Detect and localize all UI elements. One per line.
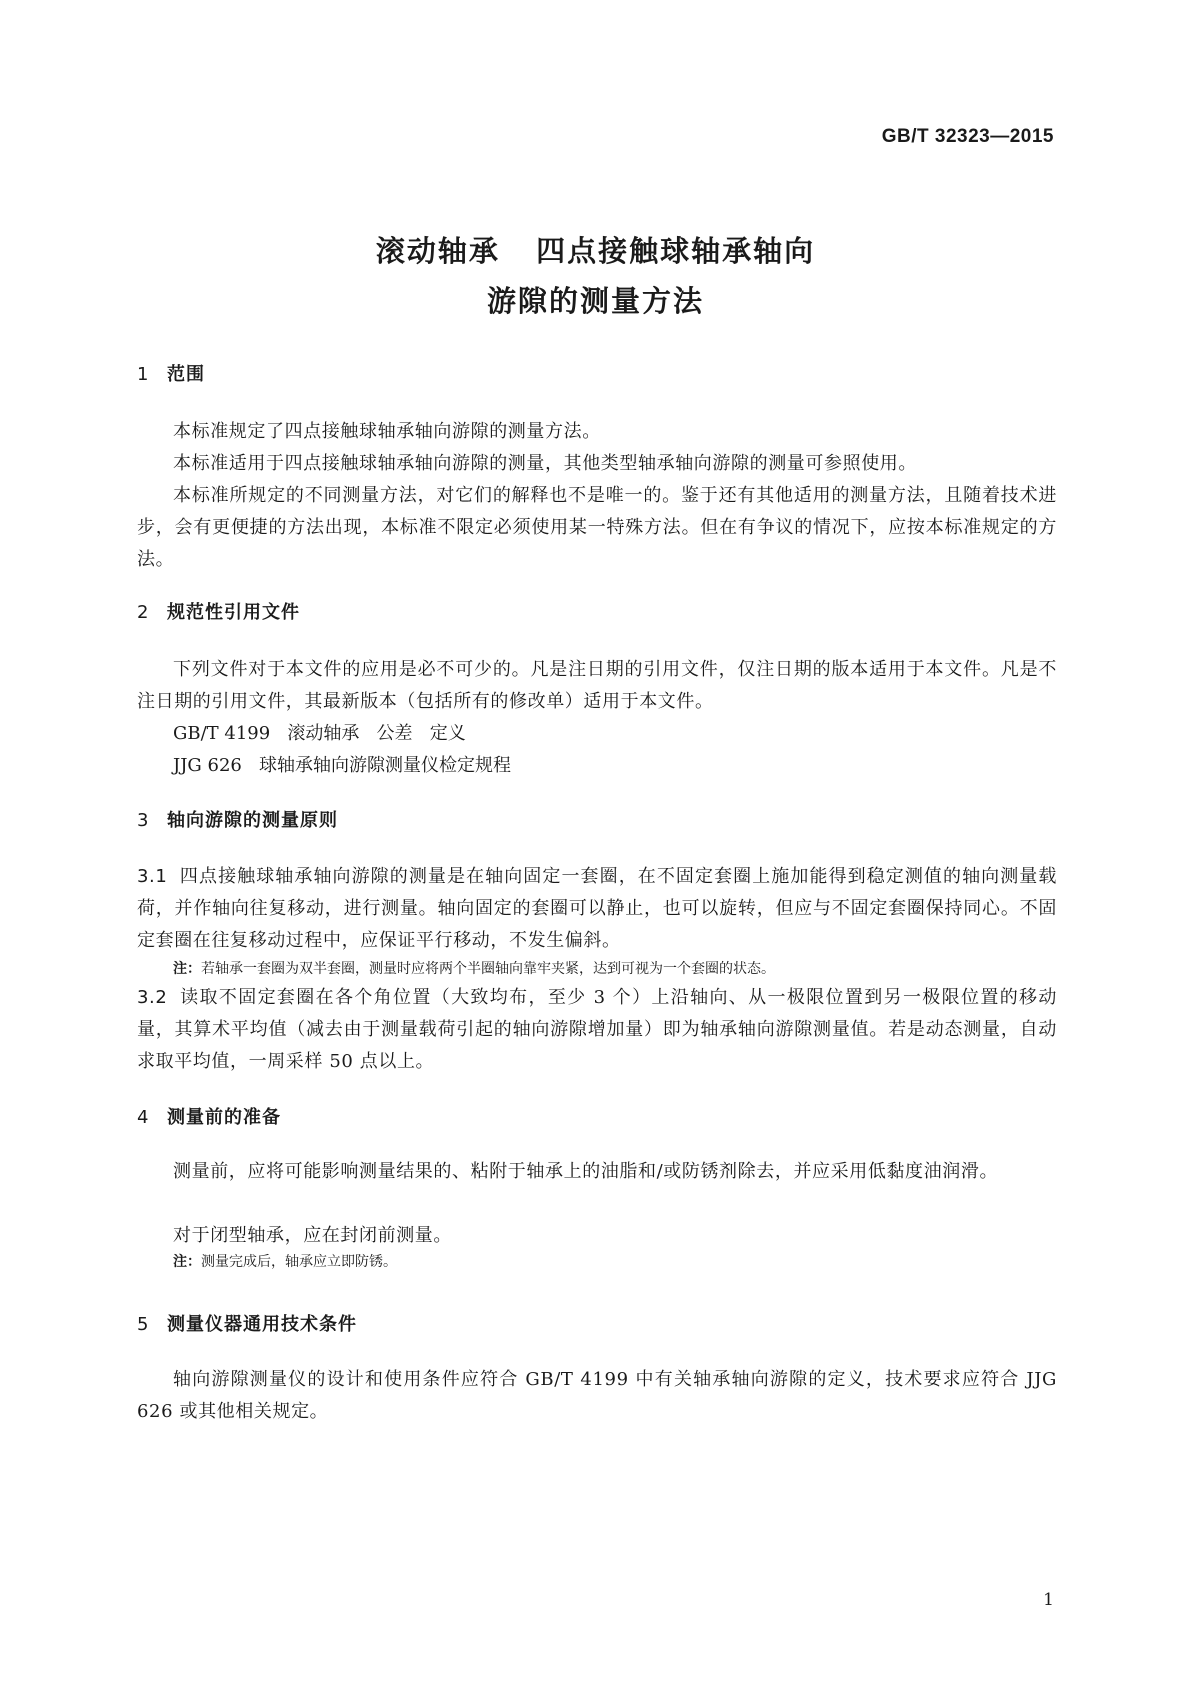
- section-number: 4: [137, 1107, 150, 1128]
- section-3-heading: [137, 806, 338, 832]
- section-4-paragraph-1: 测量前，应将可能影响测量结果的、粘附于轴承上的油脂和/或防锈剂除去，并应采用低黏度油润滑。: [173, 1161, 999, 1182]
- section-number: 2: [137, 602, 150, 623]
- section-title: 测量仪器通用技术条件: [167, 1314, 357, 1335]
- clause-text: 四点接触球轴承轴向游隙的测量是在轴向固定一套圈，在不固定套圈上施加能得到稳定测值的轴向测量载荷，并作轴向往复移动，进行测量。轴向固定的套圈可以静止，也可以旋转，但应与不固定套圈保持同心。不固定套圈在往复移动过程中，应保证平行移动，不发生偏斜。: [137, 866, 1057, 951]
- note-label: 注：: [173, 1254, 201, 1270]
- section-4-paragraph-2: 对于闭型轴承，应在封闭前测量。: [173, 1225, 452, 1246]
- section-1-paragraph-2: 本标准适用于四点接触球轴承轴向游隙的测量，其他类型轴承轴向游隙的测量可参照使用。: [173, 453, 917, 474]
- note-text: 若轴承一套圈为双半套圈，测量时应将两个半圈轴向靠牢夹紧，达到可视为一个套圈的状态。: [201, 961, 775, 977]
- normative-reference-1: GB/T 4199 滚动轴承 公差 定义: [173, 723, 466, 744]
- clause-3-2: [137, 982, 1057, 1078]
- section-number: 3: [137, 810, 150, 831]
- page-number: 1: [1043, 1590, 1054, 1610]
- clause-number: 3.2: [137, 987, 168, 1008]
- section-1-paragraph-1: 本标准规定了四点接触球轴承轴向游隙的测量方法。: [173, 421, 601, 442]
- clause-3-1: [137, 861, 1057, 957]
- section-number: 5: [137, 1314, 150, 1335]
- standard-code: GB/T 32323—2015: [881, 126, 1054, 147]
- section-2-paragraph-1: 下列文件对于本文件的应用是必不可少的。凡是注日期的引用文件，仅注日期的版本适用于本文件。凡是不注日期的引用文件，其最新版本（包括所有的修改单）适用于本文件。: [137, 659, 1057, 712]
- title-line-2: 游隙的测量方法: [486, 284, 704, 318]
- clause-number: 3.1: [137, 866, 168, 887]
- section-1-paragraph-3: 本标准所规定的不同测量方法，对它们的解释也不是唯一的。鉴于还有其他适用的测量方法，且随着技术进步，会有更便捷的方法出现，本标准不限定必须使用某一特殊方法。但在有争议的情况下，应按本标准规定的方法。: [137, 485, 1057, 570]
- note-3-1: [173, 957, 1057, 981]
- section-number: 1: [137, 364, 150, 385]
- section-5-heading: [137, 1310, 357, 1336]
- section-title: 范围: [167, 364, 205, 385]
- document-title: [0, 226, 1191, 326]
- section-2-heading: [137, 598, 300, 624]
- normative-reference-2: JJG 626 球轴承轴向游隙测量仪检定规程: [173, 755, 512, 776]
- section-title: 测量前的准备: [167, 1107, 281, 1128]
- section-5-paragraph-1: 轴向游隙测量仪的设计和使用条件应符合 GB/T 4199 中有关轴承轴向游隙的定义，技术要求应符合 JJG 626 或其他相关规定。: [137, 1369, 1057, 1422]
- note-4: [173, 1250, 1057, 1274]
- clause-text: 读取不固定套圈在各个角位置（大致均布，至少 3 个）上沿轴向、从一极限位置到另一极限位置的移动量，其算术平均值（减去由于测量载荷引起的轴向游隙增加量）即为轴承轴向游隙测量值。若是动态测量，自动求取平均值，一周采样 50 点以上。: [137, 987, 1057, 1072]
- section-title: 规范性引用文件: [167, 602, 300, 623]
- section-title: 轴向游隙的测量原则: [167, 810, 338, 831]
- title-line-1: 滚动轴承 四点接触球轴承轴向: [375, 234, 816, 268]
- section-4-heading: [137, 1103, 281, 1129]
- section-1-heading: [137, 360, 205, 386]
- note-text: 测量完成后，轴承应立即防锈。: [201, 1254, 397, 1270]
- note-label: 注：: [173, 961, 201, 977]
